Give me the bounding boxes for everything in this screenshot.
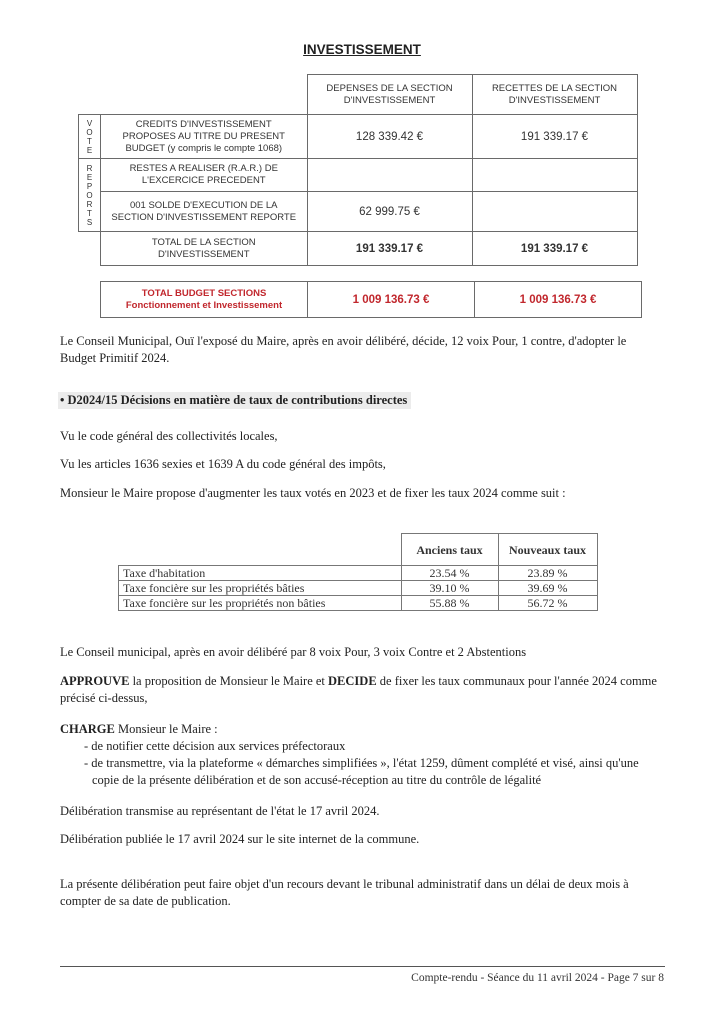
cell-rar-recettes xyxy=(472,159,637,192)
cell-credits-depenses: 128 339.42 € xyxy=(307,115,472,159)
budget-decision-text: Le Conseil Municipal, Ouï l'exposé du Maire, après en avoir délibéré, décide, 12 voix Pour, 1 contre, d'adopter le Budget Primitif 2024. xyxy=(60,334,627,365)
rate-label: Taxe foncière sur les propriétés non bâties xyxy=(119,596,402,611)
approuve-paragraph: APPROUVE la proposition de Monsieur le Maire et DECIDE de fixer les taux communaux pour l'année 2024 comme précisé ci-dessus, xyxy=(60,674,657,705)
list-item: - de notifier cette décision aux services préfectoraux xyxy=(84,739,346,753)
charge-list xyxy=(60,738,665,789)
budget-total-recettes: 1 009 136.73 € xyxy=(475,282,642,318)
vote-text: Le Conseil municipal, après en avoir délibéré par 8 voix Pour, 3 voix Contre et 2 Abstentions xyxy=(60,645,527,659)
reports-side-label: R E P O R T S xyxy=(79,159,101,232)
approuve-keyword: APPROUVE xyxy=(60,674,130,688)
publiee-text: Délibération publiée le 17 avril 2024 sur le site internet de la commune. xyxy=(60,832,420,846)
cell-solde-recettes xyxy=(472,192,637,232)
charge-paragraph: CHARGE Monsieur le Maire : - de notifier cette décision aux services préfectoraux - de transmettre, via la plateforme « démarches simplifiées », l'état 1259, dûment complété et visé, ainsi qu'une copie de la présente délibération et de son accusé-réception au titre du contrôle de légalité xyxy=(60,721,665,789)
table-row xyxy=(119,596,598,611)
rate-ancien: 55.88 % xyxy=(401,596,498,611)
budget-total-label: TOTAL BUDGET SECTIONS Fonctionnement et Investissement xyxy=(101,282,308,318)
decide-keyword: DECIDE xyxy=(328,674,377,688)
table-row xyxy=(119,566,598,581)
vote-side-label: V O T E xyxy=(79,115,101,159)
recours-text: La présente délibération peut faire objet d'un recours devant le tribunal administratif dans un délai de deux mois à compter de sa date de publication. xyxy=(60,877,629,908)
rate-label: Taxe d'habitation xyxy=(119,566,402,581)
header-nouveaux-taux: Nouveaux taux xyxy=(498,534,597,566)
cell-total-depenses: 191 339.17 € xyxy=(307,232,472,266)
row-label-solde: 001 SOLDE D'EXECUTION DE LA SECTION D'INVESTISSEMENT REPORTE xyxy=(101,192,308,232)
vu-code-text: Vu le code général des collectivités locales, xyxy=(60,429,278,443)
cell-solde-depenses: 62 999.75 € xyxy=(307,192,472,232)
budget-total-table xyxy=(100,281,642,318)
header-depenses: DEPENSES DE LA SECTION D'INVESTISSEMENT xyxy=(307,75,472,115)
row-label-total: TOTAL DE LA SECTION D'INVESTISSEMENT xyxy=(101,232,308,266)
rate-ancien: 39.10 % xyxy=(401,581,498,596)
cell-rar-depenses xyxy=(307,159,472,192)
rate-nouveau: 39.69 % xyxy=(498,581,597,596)
header-anciens-taux: Anciens taux xyxy=(401,534,498,566)
rate-label: Taxe foncière sur les propriétés bâties xyxy=(119,581,402,596)
rates-table xyxy=(118,533,598,611)
page-footer: Compte-rendu - Séance du 11 avril 2024 - Page 7 sur 8 xyxy=(411,972,664,984)
row-label-credits: CREDITS D'INVESTISSEMENT PROPOSES AU TITRE DU PRESENT BUDGET (y compris le compte 1068) xyxy=(101,115,308,159)
rate-nouveau: 23.89 % xyxy=(498,566,597,581)
cell-credits-recettes: 191 339.17 € xyxy=(472,115,637,159)
footer-divider xyxy=(60,966,665,967)
proposal-text: Monsieur le Maire propose d'augmenter les taux votés en 2023 et de fixer les taux 2024 comme suit : xyxy=(60,486,566,500)
deliberation-heading: • D2024/15 Décisions en matière de taux de contributions directes xyxy=(58,392,411,409)
rate-nouveau: 56.72 % xyxy=(498,596,597,611)
cell-total-recettes: 191 339.17 € xyxy=(472,232,637,266)
section-title: INVESTISSEMENT xyxy=(303,42,421,57)
rate-ancien: 23.54 % xyxy=(401,566,498,581)
investment-table xyxy=(78,74,638,266)
budget-total-depenses: 1 009 136.73 € xyxy=(308,282,475,318)
charge-keyword: CHARGE xyxy=(60,722,115,736)
list-item: - de transmettre, via la plateforme « démarches simplifiées », l'état 1259, dûment complété et visé, ainsi qu'une copie de la présente délibération et de son accusé-réception au titre du contrôle de légalité xyxy=(84,756,639,787)
transmise-text: Délibération transmise au représentant de l'état le 17 avril 2024. xyxy=(60,804,380,818)
table-row xyxy=(119,581,598,596)
header-recettes: RECETTES DE LA SECTION D'INVESTISSEMENT xyxy=(472,75,637,115)
vu-articles-text: Vu les articles 1636 sexies et 1639 A du code général des impôts, xyxy=(60,457,386,471)
row-label-rar: RESTES A REALISER (R.A.R.) DE L'EXCERCICE PRECEDENT xyxy=(101,159,308,192)
